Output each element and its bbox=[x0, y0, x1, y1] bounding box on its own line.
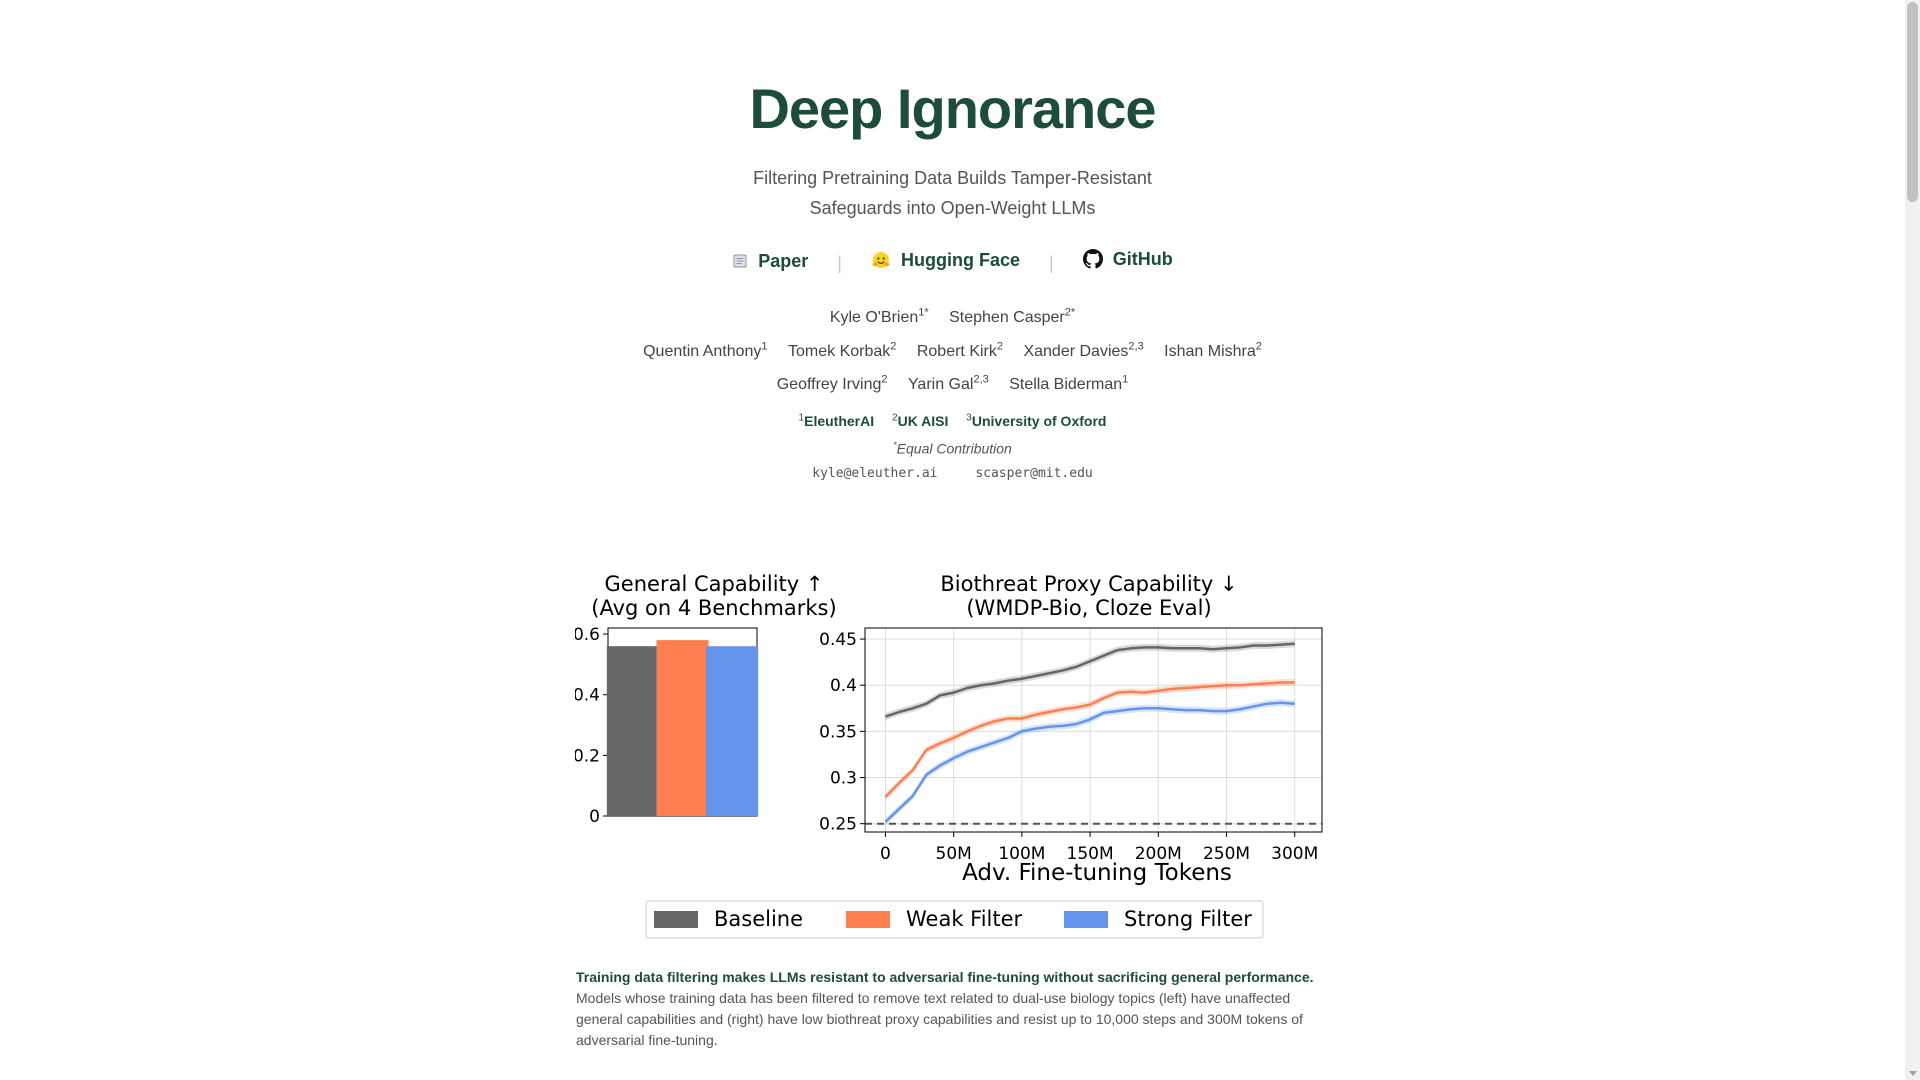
bar-chart-panel bbox=[575, 625, 758, 827]
legend-label-strong-filter: Strong Filter bbox=[1124, 907, 1252, 931]
line-x-tick-label: 50M bbox=[935, 844, 972, 864]
author-name: Kyle O'Brien$^{1*}$ bbox=[829, 307, 929, 327]
author-row-3 bbox=[0, 370, 1905, 395]
line-y-tick-label: 0.35 bbox=[819, 722, 857, 743]
github-icon bbox=[1083, 249, 1103, 269]
line-x-tick-label: 0 bbox=[880, 844, 891, 864]
bar-y-tick-label: 0 bbox=[589, 807, 600, 827]
paper-link[interactable] bbox=[732, 246, 808, 276]
contact-emails bbox=[0, 466, 1905, 481]
bar-y-tick-label: 0.6 bbox=[575, 625, 600, 646]
legend-swatch-strong-filter bbox=[1064, 911, 1108, 928]
legend-label-baseline: Baseline bbox=[714, 907, 804, 931]
legend-swatch-baseline bbox=[654, 911, 698, 928]
line-chart-panel bbox=[819, 628, 1322, 864]
paper-link-label: Paper bbox=[758, 251, 809, 271]
affiliation-uk-aisi[interactable]: $^2$UK AISI bbox=[892, 412, 949, 429]
author-row-2 bbox=[0, 337, 1905, 362]
line-y-tick-label: 0.25 bbox=[819, 814, 857, 835]
legend-swatch-weak-filter bbox=[846, 911, 890, 928]
author-name: Xander Davies$^{2,3}$ bbox=[1023, 341, 1144, 361]
page-title: Deep Ignorance bbox=[749, 77, 1156, 140]
hugging-face-link-label: Hugging Face bbox=[901, 250, 1021, 270]
subtitle-line-2: Safeguards into Open-Weight LLMs bbox=[809, 198, 1096, 218]
results-figure bbox=[575, 563, 1335, 948]
figure-caption bbox=[576, 967, 1336, 1051]
bar-y-tick-label: 0.4 bbox=[575, 685, 600, 706]
scrollbar-thumb[interactable] bbox=[1907, 2, 1918, 202]
caption-lead: Training data filtering makes LLMs resistant to adversarial fine-tuning without sacrificing general performance. bbox=[576, 969, 1314, 985]
line-y-tick-label: 0.4 bbox=[829, 676, 857, 697]
author-name: Yarin Gal$^{2,3}$ bbox=[907, 374, 989, 394]
bar-baseline bbox=[607, 646, 659, 816]
equal-contribution-note: *Equal Contribution bbox=[893, 440, 1012, 457]
affiliation-oxford[interactable]: $^3$University of Oxford bbox=[966, 412, 1107, 429]
author-name: Stella Biderman$^1$ bbox=[1009, 374, 1129, 394]
author-row-1 bbox=[0, 303, 1905, 328]
caption-body: Models whose training data has been filtered to remove text related to dual-use biology topics (left) have unaffected general capabilities and (right) have low biothreat proxy capabilities and resist up to 10,000 steps and 300M tokens of adversarial fine-tuning. bbox=[576, 990, 1303, 1048]
legend-label-weak-filter: Weak Filter bbox=[906, 907, 1023, 931]
author-name: Robert Kirk$^2$ bbox=[916, 341, 1003, 361]
bar-strong-filter bbox=[706, 646, 758, 816]
author-name: Ishan Mishra$^2$ bbox=[1164, 341, 1262, 361]
link-separator: | bbox=[837, 253, 842, 273]
bar-chart-subtitle: (Avg on 4 Benchmarks) bbox=[591, 596, 837, 620]
bar-y-tick-label: 0.2 bbox=[575, 746, 600, 767]
author-name: Quentin Anthony$^1$ bbox=[643, 341, 768, 361]
results-chart bbox=[575, 563, 1335, 943]
document-icon bbox=[732, 253, 748, 269]
line-chart-subtitle: (WMDP-Bio, Cloze Eval) bbox=[966, 596, 1212, 620]
bar-chart-title: General Capability ↑ bbox=[604, 572, 824, 596]
line-y-tick-label: 0.45 bbox=[819, 630, 857, 651]
bar-weak-filter bbox=[657, 640, 709, 816]
line-x-tick-label: 250M bbox=[1202, 844, 1251, 864]
line-chart-title: Biothreat Proxy Capability ↓ bbox=[940, 572, 1238, 596]
line-y-tick-label: 0.3 bbox=[829, 768, 857, 789]
line-x-tick-label: 150M bbox=[1066, 844, 1114, 864]
line-x-tick-label: 200M bbox=[1134, 844, 1182, 864]
author-name: Tomek Korbak$^2$ bbox=[788, 341, 897, 361]
line-x-tick-label: 300M bbox=[1271, 844, 1319, 864]
author-name: Geoffrey Irving$^2$ bbox=[776, 374, 888, 394]
line-x-tick-label: 100M bbox=[998, 844, 1046, 864]
page-subtitle bbox=[0, 163, 1905, 223]
affiliation-eleutherai[interactable]: $^1$EleutherAI bbox=[798, 412, 875, 429]
github-link[interactable] bbox=[1083, 244, 1173, 274]
email-kyle[interactable]: kyle@eleuther.ai bbox=[812, 466, 938, 481]
line-chart-xlabel: Adv. Fine-tuning Tokens bbox=[962, 860, 1232, 886]
affiliations bbox=[0, 412, 1905, 429]
vertical-scrollbar[interactable] bbox=[1905, 0, 1920, 1080]
author-name: Stephen Casper$^{2*}$ bbox=[949, 307, 1076, 327]
scroll-down-arrow-icon[interactable] bbox=[1909, 1071, 1917, 1076]
resource-links bbox=[0, 244, 1905, 278]
hugging-face-link[interactable] bbox=[871, 245, 1020, 275]
hugging-face-icon bbox=[871, 251, 891, 269]
subtitle-line-1: Filtering Pretraining Data Builds Tamper-Resistant bbox=[753, 168, 1152, 188]
link-separator: | bbox=[1049, 253, 1054, 273]
github-link-label: GitHub bbox=[1112, 249, 1173, 269]
email-casper[interactable]: scasper@mit.edu bbox=[975, 466, 1093, 481]
